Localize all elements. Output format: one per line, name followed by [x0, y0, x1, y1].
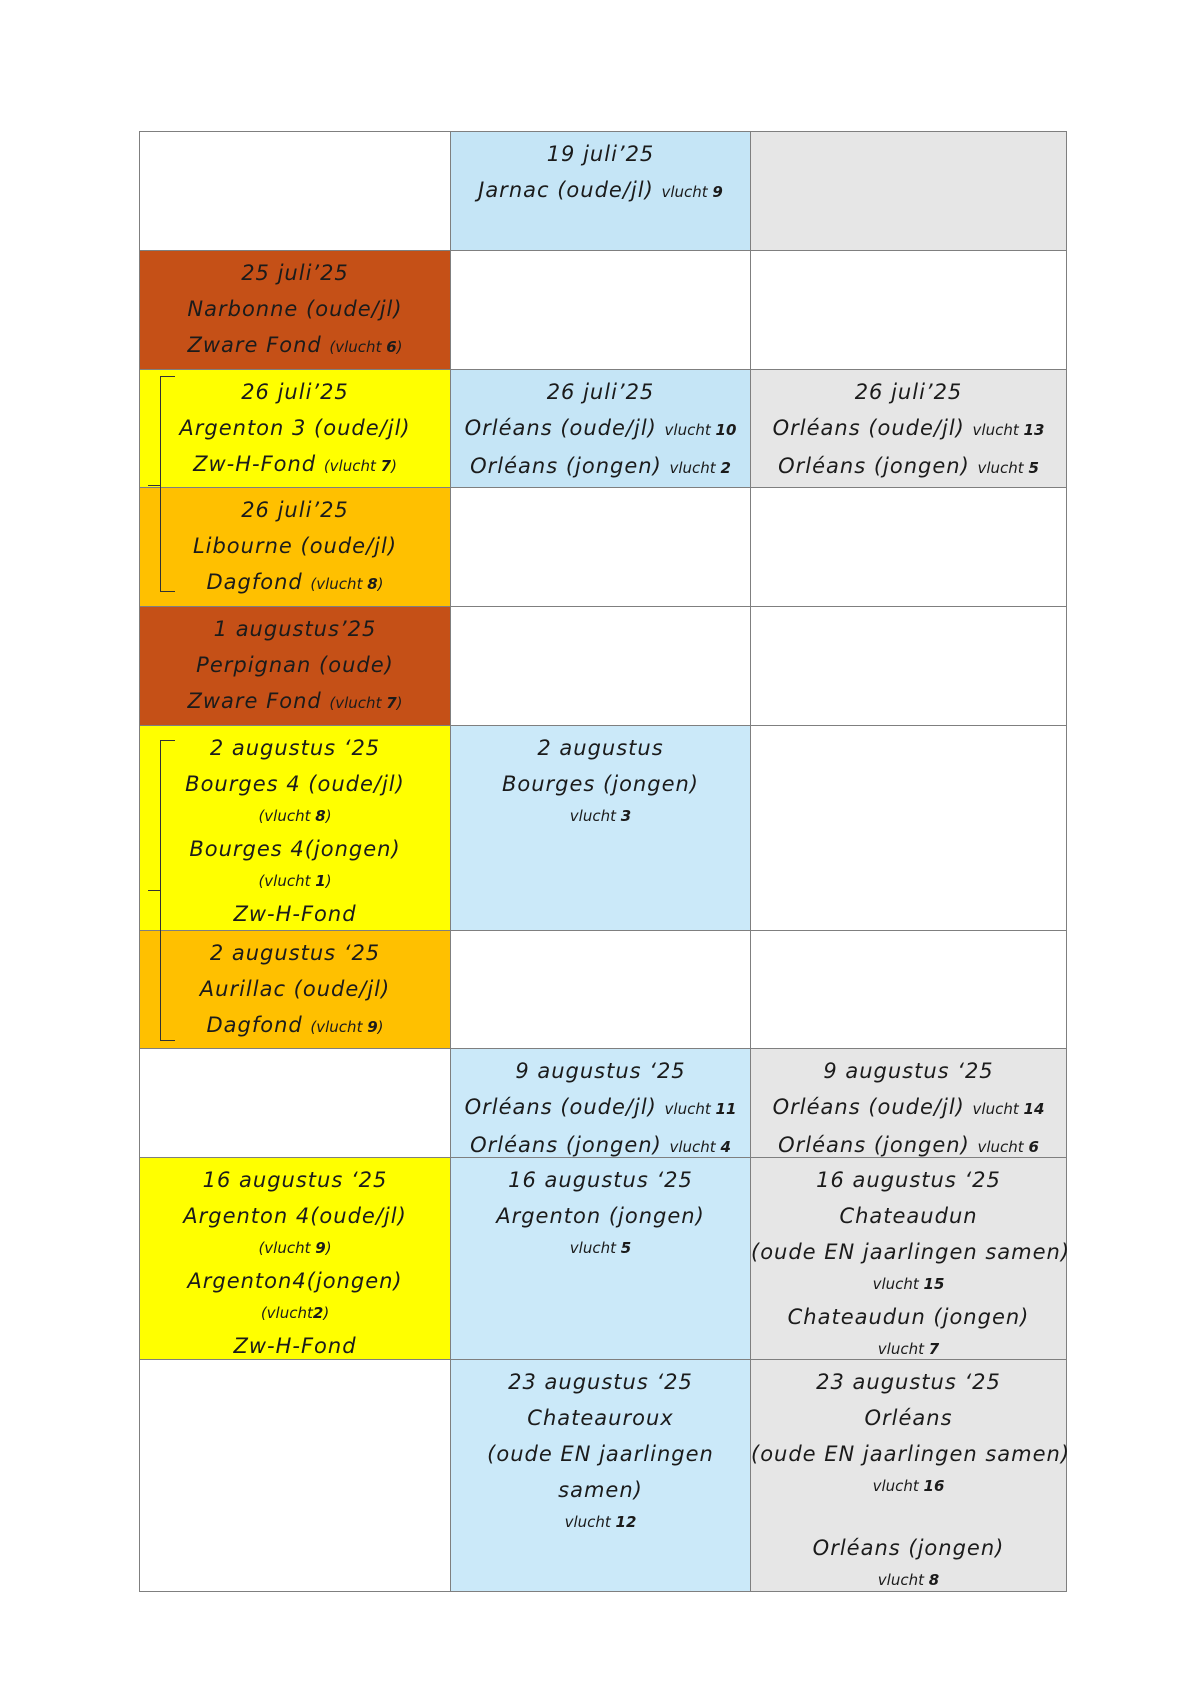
flight-number: [140, 802, 450, 831]
race-label: Orléans: [864, 1406, 953, 1430]
table-cell: [139, 131, 451, 251]
race-text: [140, 410, 450, 446]
flight-number: [140, 1299, 450, 1328]
race-text: [140, 255, 450, 291]
race-text: [140, 291, 450, 327]
flight-number: [324, 457, 397, 475]
flight-label: (vlucht: [260, 1304, 313, 1322]
table-cell: [450, 369, 751, 488]
race-text: [140, 730, 450, 766]
flight-count: 9: [315, 1239, 326, 1257]
flight-number: [329, 694, 402, 712]
table-cell: [750, 1359, 1071, 1592]
table-row: [139, 1359, 1071, 1591]
race-text: [140, 374, 450, 410]
table-cell: [139, 369, 451, 488]
table-cell: [139, 725, 451, 931]
flight-number: [140, 867, 450, 896]
flight-number: [665, 1100, 737, 1118]
flight-close: ): [377, 575, 384, 593]
flight-label: vlucht: [972, 421, 1024, 439]
flight-close: ): [377, 1018, 384, 1036]
flight-label: vlucht: [569, 807, 621, 825]
race-label: Zw-H-Fond: [233, 902, 357, 926]
race-label: Zw-H-Fond: [193, 452, 317, 476]
race-label: samen): [558, 1478, 643, 1502]
table-row: [139, 1048, 1068, 1157]
race-text: [140, 896, 450, 932]
table-cell: [750, 131, 1067, 251]
flight-label: vlucht: [669, 1138, 721, 1156]
race-text: [451, 1198, 750, 1234]
race-label: Jarnac (oude/jl): [478, 178, 654, 202]
race-label: Orléans (jongen): [470, 454, 662, 478]
table-cell: [139, 1359, 451, 1592]
race-text: [751, 374, 1066, 410]
table-cell: [750, 930, 1067, 1049]
table-cell: [139, 930, 451, 1049]
race-text: [140, 683, 450, 721]
bracket-group-2-augustus: [160, 740, 175, 1041]
table-cell: [139, 487, 451, 607]
race-text: [140, 446, 450, 484]
flight-count: 10: [715, 421, 737, 439]
race-label: Zware Fond: [187, 689, 322, 713]
race-text: [451, 1162, 750, 1198]
race-label: 23 augustus ‘25: [816, 1370, 1001, 1394]
table-cell: [750, 1048, 1067, 1158]
flight-label: vlucht: [972, 1100, 1024, 1118]
table-cell: [450, 606, 751, 726]
race-text: [140, 1263, 450, 1299]
flight-number: [140, 1234, 450, 1263]
race-text: [451, 374, 750, 410]
flight-number: [451, 802, 750, 831]
race-text: [140, 831, 450, 867]
flight-label: (vlucht: [323, 457, 381, 475]
table-cell: [450, 1048, 751, 1158]
race-label: 16 augustus ‘25: [508, 1168, 693, 1192]
table-cell: [450, 725, 751, 931]
bracket-tick: [148, 485, 160, 486]
flight-label: vlucht: [564, 1513, 616, 1531]
race-label: 2 augustus ‘25: [209, 941, 381, 965]
table-row: [139, 606, 1068, 725]
table-cell: [750, 1157, 1071, 1360]
race-label: 9 augustus ‘25: [823, 1059, 994, 1083]
race-text: [140, 1007, 450, 1045]
schedule-table: [139, 131, 1071, 1591]
race-label: Zware Fond: [187, 333, 322, 357]
flight-count: 9: [367, 1018, 378, 1036]
race-text: [451, 1400, 750, 1436]
race-label: Orléans (jongen): [778, 454, 970, 478]
table-cell: [139, 1048, 451, 1158]
flight-number: [751, 1472, 1066, 1501]
flight-number: [329, 338, 402, 356]
race-label: 16 augustus ‘25: [202, 1168, 388, 1192]
race-text: [140, 492, 450, 528]
table-cell: [750, 250, 1067, 370]
flight-number: [661, 183, 722, 201]
race-text: [140, 1162, 450, 1198]
table-row: [139, 487, 1068, 606]
table-row: [139, 131, 1068, 250]
flight-label: vlucht: [872, 1477, 924, 1495]
race-label: Orléans (jongen): [778, 1133, 970, 1157]
flight-count: 5: [620, 1239, 632, 1257]
race-label: 2 augustus ‘25: [209, 736, 381, 760]
race-label: Argenton4(jongen): [187, 1269, 403, 1293]
flight-count: 4: [720, 1138, 731, 1156]
race-text: [451, 410, 750, 448]
flight-label: vlucht: [664, 421, 716, 439]
race-text: [140, 935, 450, 971]
flight-number: [451, 1234, 750, 1263]
table-cell: [139, 606, 451, 726]
race-text: [451, 1436, 750, 1472]
flight-label: (vlucht: [329, 338, 387, 356]
flight-number: [973, 421, 1045, 439]
flight-label: (vlucht: [258, 807, 316, 825]
table-cell: [450, 131, 751, 251]
race-label: Zw-H-Fond: [233, 1334, 357, 1358]
table-cell: [750, 369, 1067, 488]
table-row: [139, 725, 1068, 930]
race-label: Orléans (jongen): [812, 1536, 1005, 1560]
race-text: [751, 1436, 1071, 1472]
race-label: (oude EN jaarlingen: [487, 1442, 714, 1466]
race-text: [751, 1198, 1066, 1234]
flight-close: ): [325, 1239, 332, 1257]
race-label: 16 augustus ‘25: [816, 1168, 1001, 1192]
flight-count: 16: [923, 1477, 945, 1495]
race-label: Aurillac (oude/jl): [199, 977, 391, 1001]
race-label: Orléans (oude/jl): [772, 1095, 965, 1119]
race-text: [751, 448, 1066, 486]
race-label: Perpignan (oude): [196, 653, 394, 677]
race-label: Libourne (oude/jl): [192, 534, 398, 558]
race-label: 26 juli’25: [241, 498, 349, 522]
race-text: [140, 611, 450, 647]
race-label: 19 juli’25: [546, 142, 655, 166]
flight-number: [665, 421, 737, 439]
flight-number: [451, 1508, 750, 1537]
flight-number: [977, 1138, 1038, 1156]
race-label: Dagfond: [206, 1013, 303, 1037]
flight-count: 11: [715, 1100, 737, 1118]
race-text: [140, 647, 450, 683]
race-label: Orléans (oude/jl): [464, 416, 657, 440]
race-text: [140, 528, 450, 564]
race-label: Argenton (jongen): [496, 1204, 705, 1228]
table-row: [139, 250, 1068, 369]
race-text: [451, 730, 750, 766]
flight-close: ): [325, 807, 332, 825]
table-row: [139, 930, 1068, 1048]
race-text: [751, 1400, 1066, 1436]
flight-label: vlucht: [669, 459, 721, 477]
flight-count: 13: [1023, 421, 1045, 439]
table-row: [139, 1157, 1071, 1359]
flight-close: ): [391, 457, 397, 475]
table-cell: [450, 930, 751, 1049]
table-cell: [450, 487, 751, 607]
race-text: [451, 766, 750, 802]
flight-label: vlucht: [977, 459, 1029, 477]
race-label: Chateauroux: [527, 1406, 674, 1430]
race-text: [751, 1234, 1071, 1270]
race-text: [451, 1089, 750, 1127]
table-cell: [450, 1359, 751, 1592]
race-label: (oude EN jaarlingen samen): [751, 1442, 1071, 1466]
race-label: 25 juli’25: [241, 261, 349, 285]
race-label: 26 juli’25: [854, 380, 963, 404]
race-text: [140, 971, 450, 1007]
race-text: [451, 1364, 750, 1400]
flight-label: (vlucht: [258, 1239, 316, 1257]
race-label: Dagfond: [206, 570, 303, 594]
flight-count: 8: [367, 575, 378, 593]
flight-label: vlucht: [877, 1571, 929, 1589]
flight-count: 6: [386, 338, 397, 356]
table-cell: [750, 725, 1067, 931]
race-label: Orléans (jongen): [470, 1133, 662, 1157]
flight-number: [973, 1100, 1045, 1118]
race-label: Bourges 4(jongen): [189, 837, 401, 861]
race-text: [140, 327, 450, 365]
race-text: [751, 1364, 1066, 1400]
flight-count: 7: [386, 694, 397, 712]
flight-label: vlucht: [872, 1275, 924, 1293]
flight-count: 3: [620, 807, 632, 825]
flight-close: ): [396, 694, 403, 712]
race-label: Chateaudun (jongen): [787, 1305, 1030, 1329]
flight-number: [977, 459, 1038, 477]
race-label: Orléans (oude/jl): [772, 416, 965, 440]
flight-close: ): [323, 1304, 330, 1322]
table-cell: [750, 606, 1067, 726]
flight-close: ): [325, 872, 332, 890]
race-label: 1 augustus’25: [213, 617, 377, 641]
flight-count: 9: [712, 183, 723, 201]
flight-count: 1: [315, 872, 326, 890]
flight-label: vlucht: [664, 1100, 716, 1118]
flight-label: vlucht: [661, 183, 713, 201]
flight-number: [310, 575, 383, 593]
race-label: Bourges 4 (oude/jl): [185, 772, 405, 796]
race-text: [451, 1472, 750, 1508]
race-text: [140, 564, 450, 602]
flight-count: 5: [1028, 459, 1039, 477]
flight-label: vlucht: [977, 1138, 1029, 1156]
race-label: 26 juli’25: [241, 380, 349, 404]
table-cell: [750, 487, 1067, 607]
race-text: [451, 448, 750, 486]
race-label: (oude EN jaarlingen samen): [751, 1240, 1071, 1264]
flight-count: 7: [380, 457, 392, 475]
blank-line: [751, 1501, 1066, 1530]
race-label: Argenton 4(oude/jl): [183, 1204, 407, 1228]
race-text: [751, 1299, 1066, 1335]
race-text: [751, 1162, 1066, 1198]
race-label: 9 augustus ‘25: [515, 1059, 686, 1083]
flight-label: (vlucht: [329, 694, 387, 712]
flight-label: (vlucht: [310, 1018, 368, 1036]
race-text: [451, 136, 750, 172]
race-text: [751, 1053, 1066, 1089]
flight-count: 7: [928, 1340, 940, 1358]
race-label: 26 juli’25: [546, 380, 655, 404]
bracket-tick: [148, 890, 160, 891]
race-label: Narbonne (oude/jl): [187, 297, 403, 321]
flight-number: [751, 1566, 1066, 1595]
race-text: [751, 1089, 1066, 1127]
flight-count: 12: [615, 1513, 637, 1531]
race-text: [451, 1053, 750, 1089]
table-cell: [139, 250, 451, 370]
race-text: [140, 766, 450, 802]
flight-number: [669, 459, 730, 477]
flight-label: (vlucht: [310, 575, 368, 593]
flight-label: vlucht: [877, 1340, 929, 1358]
race-label: 23 augustus ‘25: [508, 1370, 693, 1394]
flight-number: [669, 1138, 730, 1156]
race-label: Orléans (oude/jl): [464, 1095, 657, 1119]
flight-count: 2: [720, 459, 731, 477]
race-label: 2 augustus: [537, 736, 664, 760]
table-cell: [139, 1157, 451, 1360]
flight-number: [751, 1270, 1066, 1299]
flight-count: 2: [312, 1304, 324, 1322]
race-label: Argenton 3 (oude/jl): [179, 416, 411, 440]
flight-count: 8: [928, 1571, 940, 1589]
flight-label: (vlucht: [258, 872, 316, 890]
flight-count: 15: [923, 1275, 945, 1293]
table-cell: [450, 1157, 751, 1360]
flight-close: ): [396, 338, 403, 356]
flight-label: vlucht: [569, 1239, 621, 1257]
flight-count: 14: [1023, 1100, 1045, 1118]
bracket-group-26-juli: [160, 376, 175, 592]
flight-count: 8: [315, 807, 326, 825]
race-label: Chateaudun: [839, 1204, 978, 1228]
race-label: Bourges (jongen): [501, 772, 699, 796]
flight-count: 6: [1028, 1138, 1039, 1156]
race-text: [140, 1198, 450, 1234]
race-text: [751, 1530, 1066, 1566]
race-text: [451, 172, 750, 210]
flight-number: [310, 1018, 383, 1036]
table-cell: [450, 250, 751, 370]
table-row: [139, 369, 1068, 487]
race-text: [751, 410, 1066, 448]
